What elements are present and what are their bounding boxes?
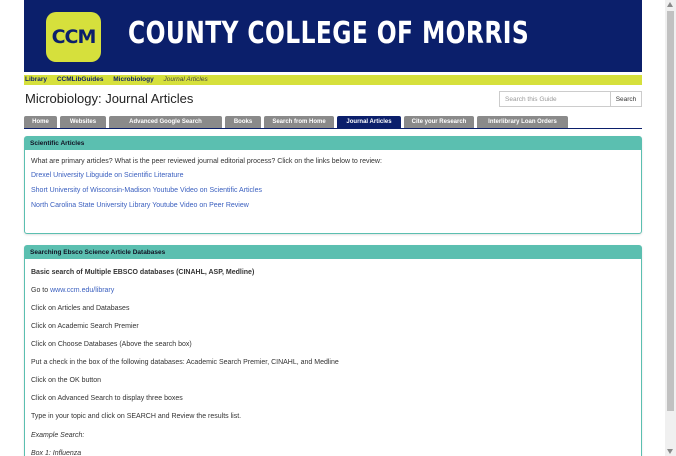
breadcrumb-library[interactable]: Library — [25, 76, 48, 83]
goto-prefix: Go to — [31, 287, 51, 294]
scroll-down-arrow-icon[interactable] — [667, 449, 673, 454]
page-title: Microbiology: Journal Articles — [25, 91, 194, 106]
logo-text: CCM — [51, 26, 96, 48]
link-drexel-libguide[interactable]: Drexel University Libguide on Scientific Literature — [31, 172, 184, 179]
step-1: Click on Articles and Databases — [31, 305, 130, 312]
step-7: Type in your topic and click on SEARCH and Review the results list. — [31, 413, 242, 420]
search-button[interactable]: Search — [610, 91, 642, 107]
scientific-articles-heading: Scientific Articles — [25, 137, 641, 150]
tab-journal-articles[interactable]: Journal Articles — [337, 116, 401, 128]
tab-advanced-google-search[interactable]: Advanced Google Search — [109, 116, 222, 128]
scroll-thumb[interactable] — [667, 11, 674, 411]
scientific-articles-box — [24, 136, 642, 234]
step-6: Click on Advanced Search to display three boxes — [31, 395, 183, 402]
breadcrumb — [24, 75, 642, 85]
goto-line — [31, 286, 114, 295]
ccm-logo — [46, 12, 101, 62]
breadcrumb-libguides[interactable]: CCMLibGuides — [56, 76, 104, 83]
ebsco-heading: Searching Ebsco Science Article Databases — [25, 246, 641, 259]
link-uw-madison-video[interactable]: Short University of Wisconsin-Madison Youtube Video on Scientific Articles — [31, 187, 262, 194]
breadcrumb-microbiology[interactable]: Microbiology — [113, 76, 154, 83]
search-input[interactable] — [499, 91, 611, 107]
tab-cite-your-research[interactable]: Cite your Research — [404, 116, 474, 128]
breadcrumb-current: Journal Articles — [163, 76, 208, 83]
tab-search-from-home[interactable]: Search from Home — [264, 116, 334, 128]
ebsco-search-box — [24, 245, 642, 456]
tab-home[interactable]: Home — [24, 116, 57, 128]
scroll-up-arrow-icon[interactable] — [667, 2, 673, 7]
college-banner[interactable] — [24, 0, 642, 72]
step-5: Click on the OK button — [31, 377, 102, 384]
step-3: Click on Choose Databases (Above the search box) — [31, 341, 192, 348]
vertical-scrollbar[interactable] — [665, 0, 676, 456]
scientific-articles-intro: What are primary articles? What is the peer reviewed journal editorial process? Click on the links below to review: — [31, 158, 382, 165]
tab-books[interactable]: Books — [225, 116, 261, 128]
tab-interlibrary-loan[interactable]: Interlibrary Loan Orders — [477, 116, 568, 128]
college-name: COUNTY COLLEGE OF MORRIS — [128, 16, 530, 51]
tab-websites[interactable]: Websites — [60, 116, 106, 128]
link-ncsu-peer-review-video[interactable]: North Carolina State University Library Youtube Video on Peer Review — [31, 202, 249, 209]
step-2: Click on Academic Search Premier — [31, 323, 139, 330]
tab-bar — [24, 116, 642, 129]
example-search-label: Example Search: — [31, 432, 85, 439]
example-box-1: Box 1: Influenza — [31, 450, 82, 456]
library-url-link[interactable]: www.ccm.edu/library — [50, 287, 115, 294]
step-4: Put a check in the box of the following databases: Academic Search Premier, CINAHL, and Medline — [31, 359, 339, 366]
ebsco-subheading: Basic search of Multiple EBSCO databases (CINAHL, ASP, Medline) — [31, 269, 255, 276]
